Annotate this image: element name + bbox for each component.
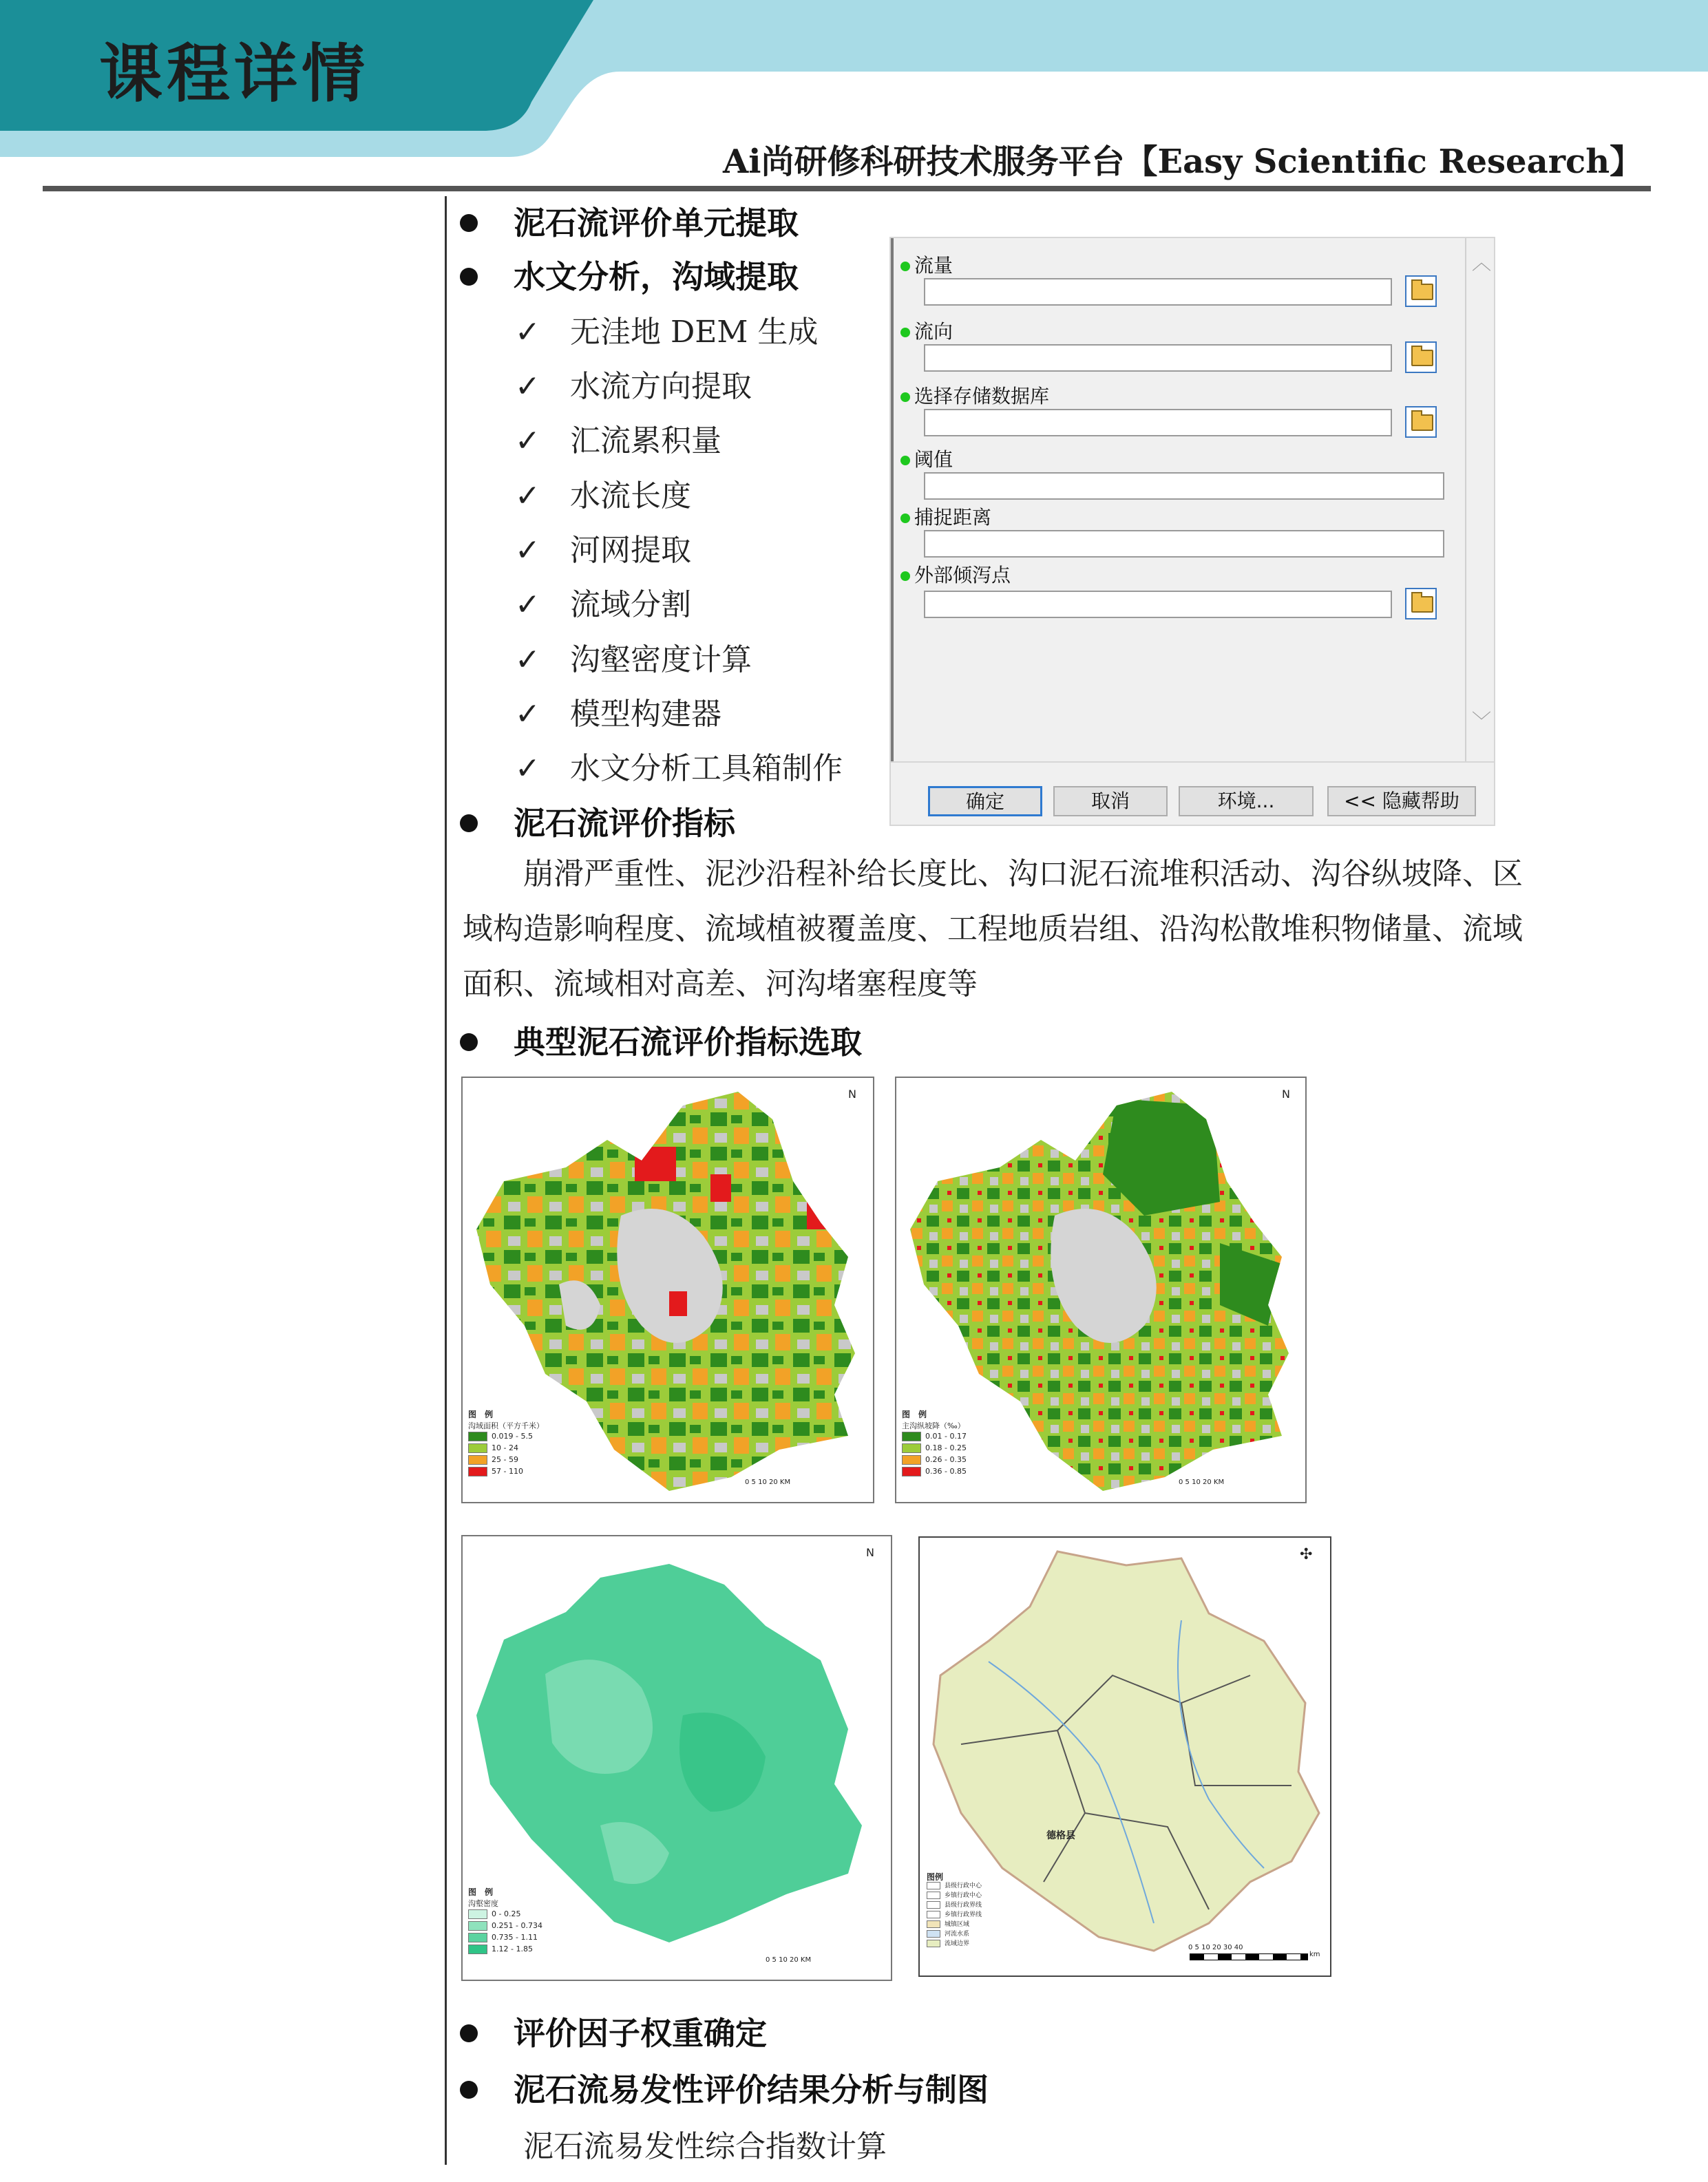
check-item: ✓ 流域分割 [515, 587, 691, 622]
indicators-paragraph: 崩滑严重性、泥沙沿程补给长度比、沟口泥石流堆积活动、沟谷纵坡降、区 域构造影响程度、流域植被覆盖度、工程地质岩组、沿沟松散堆积物储量、流域 面积、流域相对高差、河沟堵塞程度等 [463, 856, 1523, 1002]
legend-swatch [468, 1467, 487, 1476]
bullet-debris-unit: 泥石流评价单元提取 [460, 198, 799, 244]
bullet-eval-indicators: 泥石流评价指标 [460, 798, 735, 844]
direction-input[interactable] [924, 344, 1392, 372]
checkmark-icon: ✓ [515, 697, 540, 732]
ok-button[interactable]: 确定 [928, 786, 1042, 816]
map4-legend: 图例 县级行政中心 乡镇行政中心 县级行政界线 乡镇行政界线 城镇区域 河流水系 流域边界 [927, 1872, 982, 1947]
environment-button[interactable]: 环境... [1179, 786, 1314, 816]
pour-point-input[interactable] [924, 591, 1392, 618]
north-arrow-icon: N [1282, 1088, 1290, 1101]
dialog-scrollbar[interactable] [1465, 238, 1494, 761]
green-dot-icon [900, 456, 910, 465]
legend-swatch [902, 1443, 921, 1453]
dialog-left-border [891, 238, 894, 761]
legend-swatch [927, 1901, 940, 1909]
checkmark-icon: ✓ [515, 533, 540, 568]
town-label: 德格县 [1046, 1830, 1075, 1841]
legend-swatch [468, 1455, 487, 1465]
bullet-dot-icon [460, 2081, 478, 2099]
checkmark-icon: ✓ [515, 587, 540, 622]
bullet-weighting: 评价因子权重确定 [460, 2009, 767, 2054]
checkmark-icon: ✓ [515, 642, 540, 677]
check-item: ✓ 水流长度 [515, 478, 691, 513]
legend-swatch [468, 1921, 487, 1931]
checkmark-icon: ✓ [515, 751, 540, 786]
flow-input[interactable] [924, 278, 1392, 306]
field-label-flow: 流量 [900, 251, 953, 278]
legend-swatch [927, 1930, 940, 1938]
legend-swatch [927, 1920, 940, 1928]
bullet-dot-icon [460, 1033, 478, 1051]
legend-swatch [902, 1432, 921, 1441]
check-item: ✓ 水流方向提取 [515, 369, 752, 404]
direction-browse-button[interactable] [1405, 341, 1437, 373]
field-label-direction: 流向 [900, 317, 953, 344]
map-channel-gradient [895, 1077, 1307, 1503]
north-arrow-icon: N [866, 1546, 874, 1559]
folder-open-icon [1411, 596, 1433, 613]
database-browse-button[interactable] [1405, 406, 1437, 438]
scale-unit: km [1309, 1951, 1320, 1958]
folder-open-icon [1411, 414, 1433, 431]
scale-bar: 0 5 10 20 KM [745, 1479, 791, 1486]
hide-help-button[interactable]: << 隐藏帮助 [1327, 786, 1476, 816]
north-arrow-icon: N [848, 1088, 856, 1101]
green-dot-icon [900, 328, 910, 337]
field-label-pour-point: 外部倾泻点 [900, 560, 1011, 588]
checkmark-icon: ✓ [515, 423, 540, 458]
checkmark-icon: ✓ [515, 315, 540, 350]
legend-swatch [902, 1467, 921, 1476]
threshold-input[interactable] [924, 472, 1444, 500]
bullet-hydro-analysis: 水文分析，沟域提取 [460, 252, 799, 297]
chevron-up-icon[interactable]: ︿ [1472, 251, 1492, 274]
legend-swatch [468, 1432, 487, 1441]
legend-swatch [468, 1443, 487, 1453]
dialog-button-bar [891, 761, 1494, 826]
checkmark-icon: ✓ [515, 369, 540, 404]
chevron-down-icon[interactable]: ﹀ [1472, 710, 1492, 732]
map-basin-area [461, 1077, 874, 1503]
green-dot-icon [900, 262, 910, 271]
page-title: 课程详情 [99, 37, 370, 111]
cancel-button[interactable]: 取消 [1053, 786, 1168, 816]
bullet-dot-icon [460, 2024, 478, 2042]
legend-swatch [468, 1909, 487, 1919]
scale-bar: 0 5 10 20 KM [1179, 1479, 1225, 1486]
field-label-threshold: 阈值 [900, 445, 953, 472]
scale-bar [1190, 1953, 1308, 1960]
bullet-dot-icon [460, 268, 478, 286]
map1-legend: 图 例 沟域面积（平方千米） 0.019 - 5.5 10 - 24 25 - 59 57 - 110 [468, 1410, 544, 1476]
green-dot-icon [900, 513, 910, 523]
bullet-typical-indicators: 典型泥石流评价指标选取 [460, 1017, 862, 1063]
bullet-dot-icon [460, 214, 478, 232]
pour-point-browse-button[interactable] [1405, 588, 1437, 619]
folder-open-icon [1411, 284, 1433, 300]
bullet-dot-icon [460, 814, 478, 832]
platform-subtitle: Ai尚研修科研技术服务平台【Easy Scientific Research】 [723, 142, 1643, 181]
legend-swatch [927, 1911, 940, 1918]
snap-distance-input[interactable] [924, 530, 1444, 558]
check-item: ✓ 无洼地 DEM 生成 [515, 315, 819, 350]
bullet-susceptibility: 泥石流易发性评价结果分析与制图 [460, 2065, 989, 2110]
green-dot-icon [900, 571, 910, 581]
check-item: ✓ 水文分析工具箱制作 [515, 751, 843, 786]
check-item: ✓ 河网提取 [515, 533, 691, 568]
map2-legend: 图 例 主沟纵坡降（‰） 0.01 - 0.17 0.18 - 0.25 0.26 - 0.35 0.36 - 0.85 [902, 1410, 967, 1476]
database-input[interactable] [924, 409, 1392, 436]
map3-legend: 图 例 沟壑密度 0 - 0.25 0.251 - 0.734 0.735 - 1.11 1.12 - 1.85 [468, 1887, 542, 1953]
hydro-tool-dialog [889, 237, 1495, 826]
content-left-rule [445, 196, 447, 2165]
legend-swatch [927, 1882, 940, 1889]
map-admin-terrain [918, 1536, 1331, 1977]
field-label-database: 选择存储数据库 [900, 381, 1049, 409]
legend-swatch [927, 1940, 940, 1947]
scale-bar: 0 5 10 20 KM [766, 1956, 812, 1964]
flow-browse-button[interactable] [1405, 275, 1437, 307]
map-gully-density [461, 1535, 892, 1981]
scale-bar-numbers: 0 5 10 20 30 40 [1188, 1944, 1243, 1951]
green-dot-icon [900, 392, 910, 402]
check-item: ✓ 汇流累积量 [515, 423, 721, 458]
check-item: ✓ 模型构建器 [515, 697, 721, 732]
compass-rose-icon: ✣ [1300, 1546, 1313, 1563]
field-label-snap: 捕捉距离 [900, 502, 991, 530]
legend-swatch [468, 1933, 487, 1942]
folder-open-icon [1411, 350, 1433, 366]
legend-swatch [927, 1892, 940, 1899]
legend-swatch [468, 1945, 487, 1954]
header-divider [43, 186, 1651, 191]
check-item: ✓ 沟壑密度计算 [515, 642, 752, 677]
legend-swatch [902, 1455, 921, 1465]
susceptibility-subtext: 泥石流易发性综合指数计算 [523, 2129, 887, 2164]
checkmark-icon: ✓ [515, 478, 540, 513]
